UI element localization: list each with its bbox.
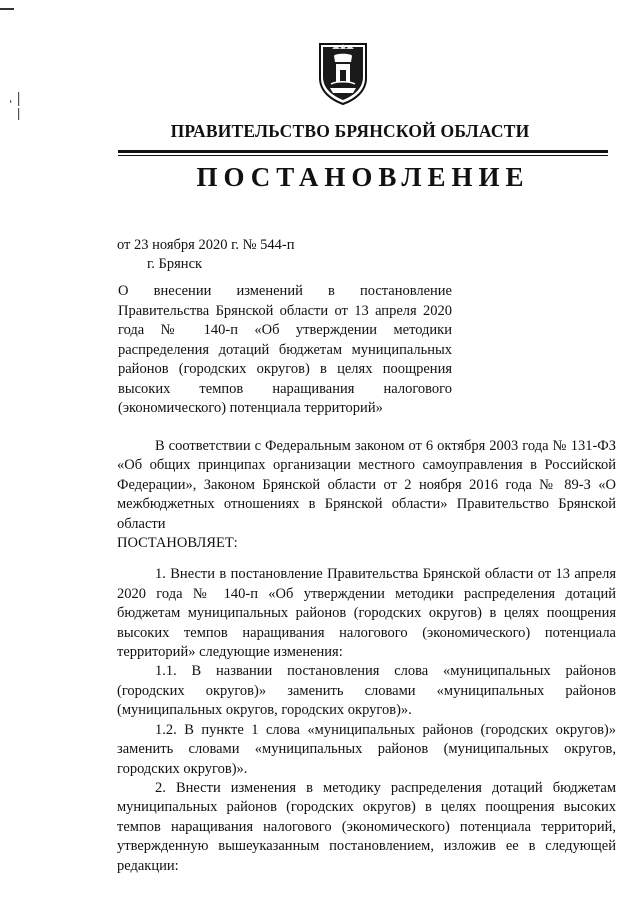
preamble-paragraph: В соответствии с Федеральным законом от 6 октября 2003 года № 131-ФЗ «Об общих принципах организации местного самоуправления в Российской Федерации», Законом Брянской области от 2 ноября 2016 года № 89-З «О межбюджетных отношениях в Брянской области» Правительство Брянской области — [117, 438, 616, 532]
document-date-number: от 23 ноября 2020 г. № 544-п — [117, 237, 295, 253]
scan-edge-marks — [0, 0, 26, 140]
item-1-2-paragraph: 1.2. В пункте 1 слова «муниципальных районов (городских округов)» заменить словами «муниципальных районов (муниципальных округов, городских округов)». — [117, 721, 616, 777]
coat-of-arms-icon — [318, 40, 368, 106]
decree-word: ПОСТАНОВЛЯЕТ: — [117, 535, 238, 552]
item-1-paragraph: 1. Внести в постановление Правительства Брянской области от 13 апреля 2020 года № 140-п «Об утверждении методики распределения дотаций бюджетам муниципальных районов (городских округов) в целях поощрения высоких темпов наращивания налогового (экономического) потенциала территорий» следующие изменения: — [117, 566, 616, 661]
item-1-1-paragraph: 1.1. В названии постановления слова «муниципальных районов (городских округов)» заменить словами «муниципальных районов (муниципальных округов, городских округов)». — [117, 663, 616, 719]
header-rule-thick — [118, 150, 608, 153]
document-subject: О внесении изменений в постановление Правительства Брянской области от 13 апреля 2020 года № 140-п «Об утверждении методики распределения дотаций бюджетам муниципальных районов (городских округов) в целях поощрения высоких темпов наращивания налогового (экономического) потенциала территорий» — [118, 283, 452, 416]
document-body — [117, 437, 616, 876]
government-title: ПРАВИТЕЛЬСТВО БРЯНСКОЙ ОБЛАСТИ — [170, 121, 530, 141]
item-2-paragraph: 2. Внести изменения в методику распределения дотаций бюджетам муниципальных районов (городских округов) в целях поощрения высоких темпов наращивания налогового (экономического) потенциала территорий, утвержденную вышеуказанным постановлением, изложив ее в следующей редакции: — [117, 779, 616, 874]
document-type: ПОСТАНОВЛЕНИЕ — [196, 162, 530, 192]
header-rule-thin — [118, 155, 608, 156]
document-city: г. Брянск — [147, 256, 203, 272]
